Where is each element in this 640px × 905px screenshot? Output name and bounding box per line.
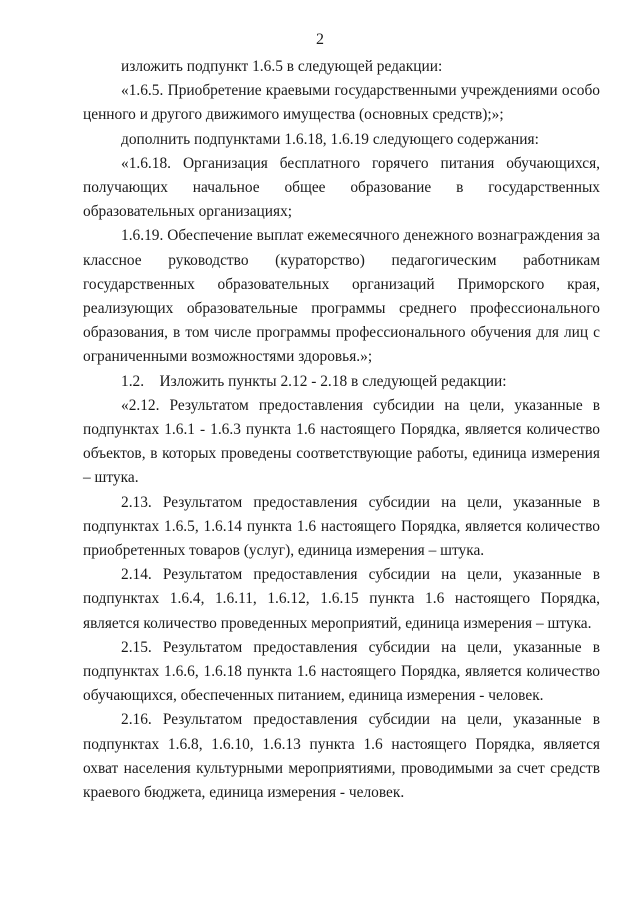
paragraph-2-15: 2.15. Результатом предоставления субсидии на цели, указанные в подпунктах 1.6.6, 1.6.18 пункта 1.6 настоящего Порядка, является количество обучающихся, обеспеченных питанием, единица измерения - человек. (83, 638, 600, 705)
paragraph-2-16: 2.16. Результатом предоставления субсидии на цели, указанные в подпунктах 1.6.8, 1.6.10, 1.6.13 пункта 1.6 настоящего Порядка, является охват населения культурными мероприятиями, проводимыми за счет средств краевого бюджета, единица измерения - человек. (83, 711, 600, 802)
document-body (83, 55, 600, 805)
paragraph-1-6-19: 1.6.19. Обеспечение выплат ежемесячного денежного вознаграждения за классное руководство (кураторство) педагогическим работникам государственных образовательных организаций Приморского края, реализующих образовательные программы среднего профессионального образования, в том числе программы профессионального обучения для лиц с ограниченными возможностями здоровья.»; (83, 227, 600, 366)
paragraph-1-6-18: «1.6.18. Организация бесплатного горячего питания обучающихся, получающих начальное общее образование в государственных образовательных организациях; (83, 154, 600, 221)
paragraph-2-12: «2.12. Результатом предоставления субсидии на цели, указанные в подпунктах 1.6.1 - 1.6.3 пункта 1.6 настоящего Порядка, является количество объектов, в которых проведены соответствующие работы, единица измерения – штука. (83, 396, 600, 487)
paragraph-add-subitems: дополнить подпунктами 1.6.18, 1.6.19 следующего содержания: (121, 130, 539, 148)
paragraph-1-6-5: «1.6.5. Приобретение краевыми государственными учреждениями особо ценного и другого движимого имущества (основных средств);»; (83, 82, 600, 124)
paragraph-2-14: 2.14. Результатом предоставления субсидии на цели, указанные в подпунктах 1.6.4, 1.6.11, 1.6.12, 1.6.15 пункта 1.6 настоящего Порядка, является количество проведенных мероприятий, единица измерения – штука. (83, 566, 600, 632)
paragraph-amend-1-6-5: изложить подпункт 1.6.5 в следующей редакции: (121, 58, 443, 75)
page-number: 2 (316, 31, 324, 48)
paragraph-2-13: 2.13. Результатом предоставления субсидии на цели, указанные в подпунктах 1.6.5, 1.6.14 пункта 1.6 настоящего Порядка, является количество приобретенных товаров (услуг), единица измерения – штука. (83, 493, 600, 560)
paragraph-1-2: 1.2. Изложить пункты 2.12 - 2.18 в следующей редакции: (121, 372, 507, 390)
